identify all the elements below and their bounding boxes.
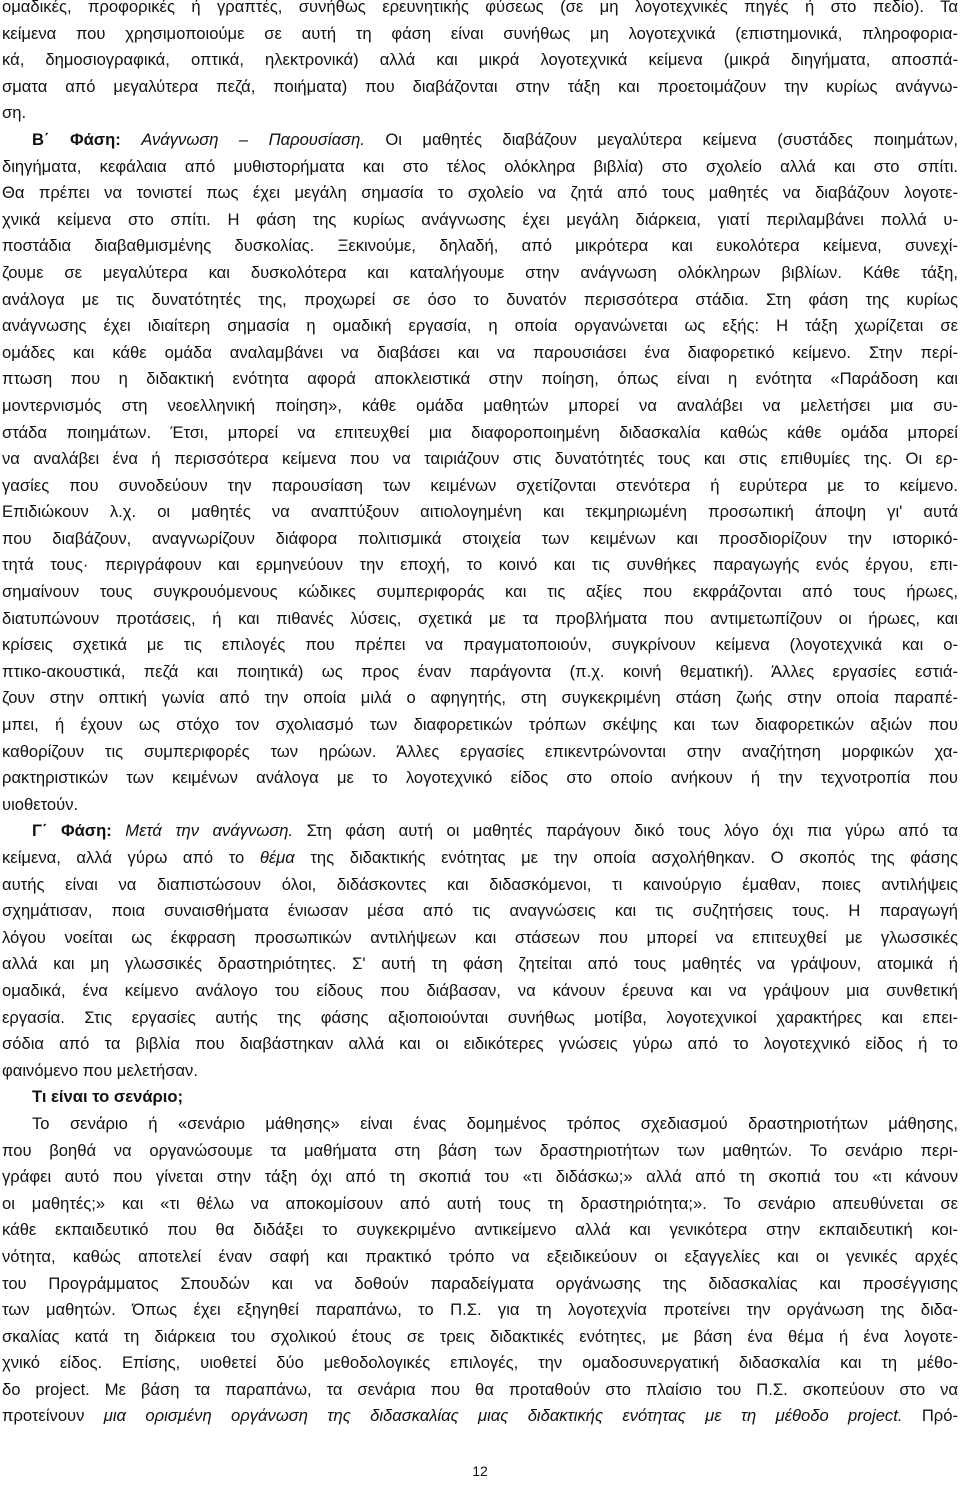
text-line: τητά τους· περιγράφουν και ερμηνεύουν την εποχή, το κοινό και τις συνθήκες παραγωγής ενός έργου, επι- — [2, 555, 958, 575]
phase-c-second-line — [2, 845, 958, 872]
text-line: φαινόμενο που μελετήσαν. — [2, 1060, 198, 1080]
text-line: υιοθετούν. — [2, 794, 79, 814]
text-line: χνικό είδος. Επίσης, υιοθετεί δύο μεθοδολογικές επιλογές, την ομαδοσυνεργατική διδασκαλία και τη μέθο- — [2, 1353, 958, 1373]
phase-b-paragraph — [2, 127, 958, 818]
text-line: σόδια από τα βιβλία που διαβάστηκαν αλλά και οι ειδικότερες γνώσεις γύρω από το λογοτεχνικό είδος ή το — [2, 1034, 958, 1054]
phase-c-first-line — [2, 818, 958, 845]
scenario-last-b: Πρό- — [921, 1406, 958, 1426]
intro-paragraph — [2, 0, 958, 127]
text-line: μοντερνισμός στη νεοελληνική ποίηση», κάθε ομάδα μαθητών μπορεί να αναλάβει να μελετήσει μια συ- — [2, 395, 958, 415]
text-line: στάδα ποιημάτων. Έτσι, μπορεί να επιτευχθεί μια διαφοροποιημένη διδασκαλία καθώς κάθε ομάδα μπορεί — [2, 422, 958, 442]
text-line: νότητα, καθώς αποτελεί έναν σαφή και πρακτικό τρόπο να εξειδικεύουν οι εξαγγελίες και οι γενικές αρχές — [2, 1246, 958, 1266]
text-line: ζουν στην οπτική γωνία από την οποία μιλά ο αφηγητής, στη συγκεκριμένη στάση ζωής στην οποία παραπέ- — [2, 688, 958, 708]
scenario-first-line: Το σενάριο ή «σενάριο μάθησης» είναι ένας δομημένος τρόπος σχεδιασμού δραστηριοτήτων μάθησης, — [32, 1113, 958, 1133]
phase-c-line2-b: της διδακτικής ενότητας με την οποία ασχολήθηκαν. Ο σκοπός της φάσης — [310, 848, 958, 867]
text-line: των μαθητών. Όπως έχει εξηγηθεί παραπάνω, το Π.Σ. για τη λογοτεχνία προτείνει την οργάνωση της διδα- — [2, 1300, 958, 1320]
text-line: κρίσεις σχετικά με τις επιλογές που πρέπει να πραγματοποιούν, συγκρίνουν κείμενα (λογοτεχνικά και ο- — [2, 635, 958, 655]
text-line: του Προγράμματος Σπουδών και να δοθούν παραδείγματα οργάνωσης της διδασκαλίας και προσέγγισης — [2, 1273, 958, 1293]
phase-c-first-text: Στη φάση αυτή οι μαθητές παράγουν δικό τους λόγο όχι πια γύρω από τα — [306, 821, 958, 841]
text-line: λόγου νοείται ως έκφραση προσωπικών αντιλήψεων και στάσεων που μπορεί να επιτευχθεί με γλωσσικές — [2, 927, 958, 947]
scenario-last-line-wrap — [2, 1403, 958, 1430]
text-line: Θα πρέπει να τονιστεί πως έχει μεγάλη σημασία το σχολείο να ζητά από τους μαθητές να διαβάζουν λογοτε- — [2, 183, 958, 203]
text-line: ανάλογα με τις δυνατότητές της, προχωρεί σε όσο το δυνατόν περισσότερα στάδια. Στη φάση της κυρίως — [2, 289, 958, 309]
text-line: διηγήματα, κεφάλαια από μυθιστορήματα και στο τέλος ολόκληρα βιβλία) στο σχολείο αλλά και στο σπίτι. — [2, 156, 958, 176]
page-number: 12 — [472, 1463, 488, 1479]
text-line: κείμενα που χρησιμοποιούμε σε αυτή τη φάση είναι συνήθως μη λογοτεχνικά (επιστημονικά, πληροφορια- — [2, 23, 958, 43]
text-line: που βοηθά να οργανώσουμε τα μαθήματα στη βάση των δραστηριοτήτων των μαθητών. Το σενάριο περι- — [2, 1140, 958, 1160]
scenario-section — [2, 1084, 958, 1403]
text-line: πτικο-ακουστικά, πεζά και ποιητικά) ως προς έναν παράγοντα (π.χ. κοινή θεματική). Άλλες εργασίες εστιά- — [2, 661, 958, 681]
text-line: δο project. Με βάση τα παραπάνω, τα σενάρια που θα προταθούν στο πλαίσιο του Π.Σ. σκοπεύουν στο να — [2, 1379, 958, 1399]
text-line: σκαλίας κατά τη διάρκεια του σχολικού έτους σε τρεις διδακτικές ενότητες, με βάση ένα θέμα ή ένα λογοτε- — [2, 1326, 958, 1346]
text-line: πτωση που η διδακτική ενότητα αφορά αποκλειστικά στην ποίηση, όπως είναι η ενότητα «Παράδοση και — [2, 369, 958, 389]
text-line: οι μαθητές;» και «τι θέλω να αποκομίσουν από αυτή τους τη δραστηριότητα;». Το σενάριο απευθύνεται σε — [2, 1193, 958, 1213]
phase-b-label: Β΄ Φάση: — [32, 129, 121, 149]
text-line: σχημάτισαν, ποια συναισθήματα ένιωσαν μέσα από τις αναγνώσεις και τις συζητήσεις τους. Η παραγωγή — [2, 901, 958, 921]
text-line: ση. — [2, 103, 27, 123]
phase-b-title: Ανάγνωση – Παρουσίαση. — [141, 129, 365, 149]
text-line: αλλά και μη γλωσσικές δραστηριότητες. Σ' αυτή τη φάση ζητείται από τους μαθητές να γράψουν, ατομικά ή — [2, 954, 958, 974]
text-line: ανάγνωσης έχει ιδιαίτερη σημασία η ομαδική εργασία, η οποία οργανώνεται ως εξής: Η τάξη χωρίζεται σε — [2, 316, 958, 336]
scenario-last-a: προτείνουν — [2, 1406, 85, 1426]
scenario-last-emphasis: μια ορισμένη οργάνωση της διδασκαλίας μιας διδακτικής ενότητας με τη μέθοδο project. — [103, 1406, 903, 1426]
phase-c-paragraph — [2, 818, 958, 1084]
text-line: ομαδικά, ένα κείμενο ανάλογο του είδους που διάβασαν, να κάνουν έρευνα και να γράψουν μια συνθετική — [2, 980, 958, 1000]
scenario-heading: Τι είναι το σενάριο; — [32, 1087, 184, 1107]
text-line: γράφει αυτό που γίνεται στην τάξη όχι από τη σκοπιά του «τι διδάσκω;» αλλά από τη σκοπιά του «τι κάνουν — [2, 1167, 958, 1187]
text-line: Επιδιώκουν λ.χ. οι μαθητές να αναπτύξουν αιτιολογημένη και τεκμηριωμένη προσωπική άποψη γι' αυτά — [2, 502, 958, 522]
text-line: που διαβάζουν, αναγνωρίζουν διάφορα πολιτισμικά στοιχεία των κειμένων και προσδιορίζουν την ιστορικό- — [2, 528, 958, 548]
scenario-last-line — [2, 1403, 958, 1430]
phase-c-title: Μετά την ανάγνωση. — [125, 821, 294, 841]
text-line: ομάδες και κάθε ομάδα αναλαμβάνει να διαβάσει και να παρουσιάσει ένα διαφορετικό κείμενο. Στην περί- — [2, 342, 958, 362]
text-line: να αναλάβει ένα ή περισσότερα κείμενα που να ταιριάζουν στις δυνατότητές τους και στις επιθυμίες της. Οι ερ- — [2, 449, 958, 469]
phase-c-line2-a: κείμενα, αλλά γύρω από το — [2, 848, 245, 867]
phase-b-first-text: Οι μαθητές διαβάζουν μεγαλύτερα κείμενα (συστάδες ποιημάτων, — [385, 129, 958, 149]
text-line: ζουμε σε μεγαλύτερα και δυσκολότερα και καταλήγουμε στην ανάγνωση ολόκληρων βιβλίων. Κάθε τάξη, — [2, 262, 958, 282]
text-line: εργασία. Στις εργασίες αυτής της φάσης αξιοποιούνται συνήθως μοτίβα, λογοτεχνικοί χαρακτήρες και επει- — [2, 1007, 958, 1027]
text-line: κά, δημοσιογραφικά, οπτικά, ηλεκτρονικά) αλλά και μικρά λογοτεχνικά κείμενα (μικρά διηγήματα, αποσπά- — [2, 50, 958, 70]
text-line: γασίες που συνοδεύουν την παρουσίαση των κειμένων σχετίζονται στενότερα ή ευρύτερα με το κείμενο. — [2, 475, 958, 495]
phase-b-first-line — [2, 127, 958, 154]
text-line: σματα από μεγαλύτερα πεζά, ποιήματα) που διαβάζονται στην τάξη και προετοιμάζουν την κυρίως ανάγνω- — [2, 76, 958, 96]
text-line: σημαίνουν τους συγκρουόμενους κώδικες συμπεριφοράς και τις αξίες που εκφράζονται από τους ήρωες, — [2, 582, 958, 602]
text-line: ομαδικές, προφορικές ή γραπτές, συνήθως ερευνητικής φύσεως (σε μη λογοτεχνικές πηγές ή στο πεδίο). Τα — [2, 0, 958, 16]
text-line: διατυπώνουν προτάσεις, ή και πιθανές λύσεις, σχετικά με τα προβλήματα που αντιμετωπίζουν οι ήρωες, και — [2, 608, 958, 628]
phase-c-theme-word: θέμα — [259, 848, 295, 867]
phase-c-label: Γ΄ Φάση: — [32, 821, 112, 841]
text-line: κάθε εκπαιδευτικό που θα διδάξει το συγκεκριμένο αντικείμενο αλλά και γενικότερα στην εκπαιδευτική κοι- — [2, 1220, 958, 1240]
text-line: ποστάδια διαβαθμισμένης δυσκολίας. Ξεκινούμε, δηλαδή, από μικρότερα και ευκολότερα κείμενα, συνεχί- — [2, 236, 958, 256]
text-line: καθορίζουν τις συμπεριφορές των ηρώων. Άλλες εργασίες επικεντρώνονται στην αναζήτηση μορφικών χα- — [2, 741, 958, 761]
text-line: μπει, ή έχουν ως στόχο τον σχολιασμό των διαφορετικών τρόπων σκέψης και των διαφορετικών αξιών που — [2, 715, 958, 735]
text-line: αυτής είναι να διαπιστώσουν όλοι, διδάσκοντες και διδασκόμενοι, τι καινούργιο έμαθαν, ποιες αντιλήψεις — [2, 874, 958, 894]
text-line: ρακτηριστικών των κειμένων ανάλογα με το λογοτεχνικό είδος στο οποίο ανήκουν ή την τεχνοτροπία που — [2, 768, 958, 788]
text-line: χνικά κείμενα στο σπίτι. Η φάση της κυρίως ανάγνωσης έχει μεγάλη διάρκεια, γιατί περιλαμβάνει πολλά υ- — [2, 209, 958, 229]
